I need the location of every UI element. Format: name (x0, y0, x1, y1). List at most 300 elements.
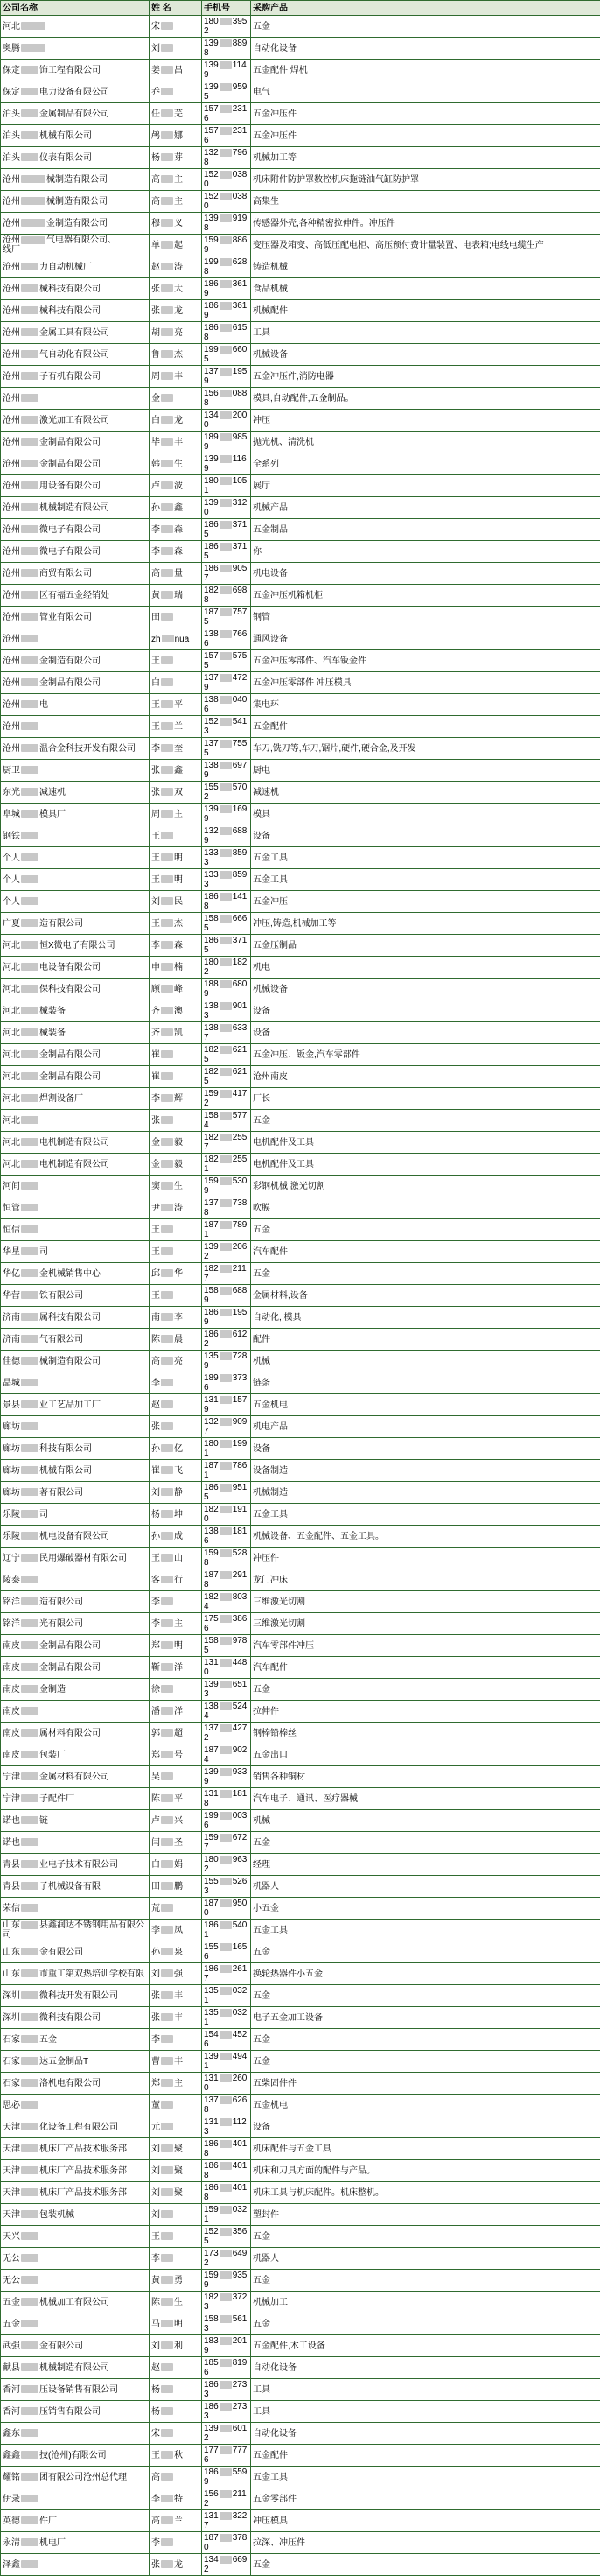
cell-phone[interactable]: 132 6889 (202, 825, 251, 847)
table-row[interactable] (1, 804, 600, 825)
cell-product[interactable]: 五金配件,木工设备 (251, 2335, 600, 2357)
table-row[interactable] (1, 2007, 600, 2029)
cell-name[interactable]: 孙 泉 (150, 1941, 202, 1963)
cell-product[interactable]: 设备 (251, 1022, 600, 1044)
table-row[interactable] (1, 1744, 600, 1766)
cell-phone[interactable]: 157 5755 (202, 650, 251, 672)
table-row[interactable] (1, 1329, 600, 1351)
cell-phone[interactable]: 186 2617 (202, 1963, 251, 1985)
cell-product[interactable]: 机床和刀具方面的配件与产品。 (251, 2160, 600, 2182)
cell-phone[interactable]: 155 5702 (202, 782, 251, 804)
table-row[interactable] (1, 607, 600, 628)
table-row[interactable] (1, 2357, 600, 2379)
cell-product[interactable]: 金属材料,设备 (251, 1285, 600, 1307)
cell-company[interactable]: 沧州 金制品有限公司 (1, 432, 150, 453)
cell-phone[interactable]: 187 9024 (202, 1744, 251, 1766)
cell-name[interactable]: 周 主 (150, 804, 202, 825)
cell-phone[interactable]: 180 9632 (202, 1854, 251, 1876)
table-row[interactable] (1, 344, 600, 366)
cell-phone[interactable]: 139 4941 (202, 2051, 251, 2073)
cell-name[interactable]: 吴 (150, 1766, 202, 1788)
cell-phone[interactable]: 131 4480 (202, 1657, 251, 1679)
cell-phone[interactable]: 186 4018 (202, 2138, 251, 2160)
cell-product[interactable]: 冲压件 (251, 1548, 600, 1569)
table-row[interactable] (1, 1898, 600, 1920)
cell-product[interactable]: 电子五金加工设备 (251, 2007, 600, 2029)
cell-company[interactable]: 沧州 区有福五金经销处 (1, 585, 150, 607)
cell-name[interactable]: 白 娟 (150, 1854, 202, 1876)
cell-phone[interactable]: 138 6337 (202, 1022, 251, 1044)
table-row[interactable] (1, 1110, 600, 1132)
cell-product[interactable]: 机械 (251, 1351, 600, 1372)
table-row[interactable] (1, 2051, 600, 2073)
cell-phone[interactable]: 186 2733 (202, 2401, 251, 2423)
cell-name[interactable]: 南 李 (150, 1307, 202, 1329)
cell-name[interactable]: 赵 (150, 2357, 202, 2379)
cell-name[interactable]: 王 (150, 825, 202, 847)
cell-name[interactable]: 卢 波 (150, 475, 202, 497)
table-row[interactable] (1, 1066, 600, 1088)
cell-name[interactable]: 陈 生 (150, 2292, 202, 2313)
table-row[interactable] (1, 1679, 600, 1701)
table-row[interactable] (1, 1416, 600, 1438)
table-row[interactable] (1, 650, 600, 672)
cell-phone[interactable]: 137 7555 (202, 738, 251, 760)
cell-name[interactable]: 刘 民 (150, 891, 202, 913)
cell-name[interactable]: 赵 涛 (150, 256, 202, 278)
cell-product[interactable]: 抛光机、清洗机 (251, 432, 600, 453)
cell-name[interactable]: 郭 超 (150, 1723, 202, 1744)
cell-phone[interactable]: 180 1822 (202, 957, 251, 979)
cell-phone[interactable]: 134 6692 (202, 2554, 251, 2576)
cell-company[interactable]: 华营 铁有限公司 (1, 1285, 150, 1307)
cell-phone[interactable]: 155 5263 (202, 1876, 251, 1898)
cell-company[interactable]: 厨卫 (1, 760, 150, 782)
cell-phone[interactable]: 138 1816 (202, 1526, 251, 1548)
table-row[interactable] (1, 1176, 600, 1197)
cell-name[interactable]: 王 杰 (150, 913, 202, 935)
cell-company[interactable]: 乐陵 机电设备有限公司 (1, 1526, 150, 1548)
table-row[interactable] (1, 519, 600, 541)
table-row[interactable] (1, 410, 600, 432)
cell-product[interactable]: 五金机电 (251, 2095, 600, 2116)
table-row[interactable] (1, 1088, 600, 1110)
cell-phone[interactable]: 138 6979 (202, 760, 251, 782)
cell-company[interactable]: 南皮 金制品有限公司 (1, 1657, 150, 1679)
cell-company[interactable]: 耀铭 团有限公司沧州总代理 (1, 2467, 150, 2488)
table-row[interactable] (1, 1044, 600, 1066)
cell-product[interactable]: 换轮热器件小五金 (251, 1963, 600, 1985)
cell-product[interactable]: 五金 (251, 2029, 600, 2051)
table-row[interactable] (1, 1701, 600, 1723)
cell-product[interactable]: 机电 (251, 957, 600, 979)
cell-name[interactable]: 杨 坤 (150, 1504, 202, 1526)
cell-company[interactable]: 南皮 (1, 1701, 150, 1723)
cell-phone[interactable]: 186 5401 (202, 1920, 251, 1941)
cell-product[interactable]: 五金冲压件 (251, 125, 600, 147)
cell-product[interactable]: 设备 (251, 1000, 600, 1022)
cell-name[interactable]: 顾 峰 (150, 979, 202, 1000)
cell-name[interactable]: 王 平 (150, 694, 202, 716)
cell-phone[interactable]: 180 3952 (202, 16, 251, 38)
cell-name[interactable]: 邱 华 (150, 1263, 202, 1285)
cell-name[interactable]: 李 辉 (150, 1088, 202, 1110)
table-row[interactable] (1, 1197, 600, 1219)
cell-name[interactable]: 白 龙 (150, 410, 202, 432)
cell-phone[interactable]: 152 0380 (202, 191, 251, 213)
cell-phone[interactable]: 132 9097 (202, 1416, 251, 1438)
cell-name[interactable]: 鸬 娜 (150, 125, 202, 147)
cell-company[interactable]: 铭洋 造有限公司 (1, 1591, 150, 1613)
cell-phone[interactable]: 182 2557 (202, 1132, 251, 1154)
table-row[interactable] (1, 716, 600, 738)
cell-phone[interactable]: 156 2112 (202, 2488, 251, 2510)
table-row[interactable] (1, 235, 600, 256)
table-row[interactable] (1, 979, 600, 1000)
cell-name[interactable]: 孙 亿 (150, 1438, 202, 1460)
cell-name[interactable]: 李 森 (150, 541, 202, 563)
cell-product[interactable]: 食品机械 (251, 278, 600, 300)
table-row[interactable] (1, 1657, 600, 1679)
cell-phone[interactable]: 185 8196 (202, 2357, 251, 2379)
cell-name[interactable]: 李 (150, 2532, 202, 2554)
table-row[interactable] (1, 935, 600, 957)
table-row[interactable] (1, 2270, 600, 2292)
cell-name[interactable]: 徐 (150, 1679, 202, 1701)
cell-product[interactable]: 五金配件 (251, 716, 600, 738)
cell-company[interactable]: 山东 市重工第双热培训学校有限 (1, 1963, 150, 1985)
cell-product[interactable]: 传感器外壳,各种精密拉伸件。冲压件 (251, 213, 600, 235)
cell-phone[interactable]: 131 1579 (202, 1394, 251, 1416)
cell-product[interactable]: 五金 (251, 1985, 600, 2007)
table-row[interactable] (1, 2532, 600, 2554)
table-row[interactable] (1, 2379, 600, 2401)
cell-phone[interactable]: 186 3715 (202, 519, 251, 541)
cell-phone[interactable]: 137 6268 (202, 2095, 251, 2116)
table-row[interactable] (1, 2095, 600, 2116)
cell-name[interactable]: 刘 (150, 38, 202, 60)
cell-company[interactable]: 沧州 管业有限公司 (1, 607, 150, 628)
cell-product[interactable]: 机械设备、五金配件、五金工具。 (251, 1526, 600, 1548)
cell-name[interactable]: 董 (150, 2095, 202, 2116)
cell-product[interactable]: 机械制造 (251, 1482, 600, 1504)
cell-product[interactable]: 工具 (251, 2401, 600, 2423)
cell-company[interactable]: 鑫东 (1, 2423, 150, 2445)
cell-phone[interactable]: 186 2733 (202, 2379, 251, 2401)
cell-company[interactable]: 河北 恒X微电子有限公司 (1, 935, 150, 957)
cell-company[interactable]: 沧州 温合金科技开发有限公司 (1, 738, 150, 760)
cell-product[interactable]: 冲压,铸造,机械加工等 (251, 913, 600, 935)
cell-phone[interactable]: 186 9057 (202, 563, 251, 585)
cell-phone[interactable]: 182 8034 (202, 1591, 251, 1613)
cell-phone[interactable]: 177 7776 (202, 2445, 251, 2467)
table-row[interactable] (1, 1963, 600, 1985)
cell-name[interactable]: 郑 主 (150, 2073, 202, 2095)
cell-product[interactable]: 五金工具 (251, 1920, 600, 1941)
cell-name[interactable]: 王 明 (150, 869, 202, 891)
cell-company[interactable]: 河北 (1, 16, 150, 38)
cell-company[interactable]: 深圳 微科技有限公司 (1, 2007, 150, 2029)
cell-phone[interactable]: 158 6889 (202, 1285, 251, 1307)
cell-name[interactable]: 李 凤 (150, 1920, 202, 1941)
cell-product[interactable]: 电机配件及工具 (251, 1132, 600, 1154)
cell-product[interactable]: 设备 (251, 2116, 600, 2138)
table-row[interactable] (1, 497, 600, 519)
cell-product[interactable]: 你 (251, 541, 600, 563)
cell-company[interactable]: 廊坊 机械有限公司 (1, 1460, 150, 1482)
table-row[interactable] (1, 1766, 600, 1788)
cell-product[interactable]: 设备 (251, 825, 600, 847)
cell-company[interactable]: 香河 压设备销售有限公司 (1, 2379, 150, 2401)
cell-company[interactable]: 石家 洛机电有限公司 (1, 2073, 150, 2095)
table-row[interactable] (1, 60, 600, 81)
cell-product[interactable]: 自动化, 模具 (251, 1307, 600, 1329)
cell-phone[interactable]: 186 3715 (202, 541, 251, 563)
cell-phone[interactable]: 133 8593 (202, 869, 251, 891)
cell-name[interactable]: 闫 圣 (150, 1832, 202, 1854)
cell-phone[interactable]: 186 5599 (202, 2467, 251, 2488)
cell-phone[interactable]: 183 2019 (202, 2335, 251, 2357)
cell-product[interactable]: 汽车配件 (251, 1657, 600, 1679)
cell-phone[interactable]: 188 6809 (202, 979, 251, 1000)
table-row[interactable] (1, 1526, 600, 1548)
cell-product[interactable]: 电气 (251, 81, 600, 103)
cell-phone[interactable]: 139 9198 (202, 213, 251, 235)
table-row[interactable] (1, 1372, 600, 1394)
table-row[interactable] (1, 2226, 600, 2248)
cell-product[interactable]: 通风设备 (251, 628, 600, 650)
cell-name[interactable]: 任 芜 (150, 103, 202, 125)
cell-product[interactable]: 模具,自动配件,五金制品。 (251, 388, 600, 410)
cell-product[interactable]: 机器人 (251, 2248, 600, 2270)
cell-product[interactable]: 五金冲压、钣金,汽车零部件 (251, 1044, 600, 1066)
table-row[interactable] (1, 1351, 600, 1372)
cell-product[interactable]: 三维激光切割 (251, 1591, 600, 1613)
cell-name[interactable]: 崔 (150, 1066, 202, 1088)
cell-product[interactable]: 拉伸件 (251, 1701, 600, 1723)
cell-phone[interactable]: 158 5613 (202, 2313, 251, 2335)
table-row[interactable] (1, 1241, 600, 1263)
cell-company[interactable]: 廊坊 (1, 1416, 150, 1438)
table-row[interactable] (1, 541, 600, 563)
table-row[interactable] (1, 1920, 600, 1941)
table-row[interactable] (1, 147, 600, 169)
cell-product[interactable]: 自动化设备 (251, 38, 600, 60)
cell-phone[interactable]: 157 2316 (202, 103, 251, 125)
cell-product[interactable]: 五金 (251, 1263, 600, 1285)
table-row[interactable] (1, 1394, 600, 1416)
table-row[interactable] (1, 2073, 600, 2095)
cell-company[interactable]: 沧州 激光加工有限公司 (1, 410, 150, 432)
cell-phone[interactable]: 182 6215 (202, 1044, 251, 1066)
cell-phone[interactable]: 180 1051 (202, 475, 251, 497)
cell-company[interactable]: 河北 焊割设备厂 (1, 1088, 150, 1110)
cell-phone[interactable]: 139 1699 (202, 804, 251, 825)
cell-company[interactable]: 阜城 模具厂 (1, 804, 150, 825)
cell-phone[interactable]: 182 1910 (202, 1504, 251, 1526)
cell-product[interactable]: 钢管 (251, 607, 600, 628)
table-row[interactable] (1, 191, 600, 213)
cell-product[interactable]: 塑封件 (251, 2204, 600, 2226)
cell-product[interactable]: 小五金 (251, 1898, 600, 1920)
cell-name[interactable]: 穆 义 (150, 213, 202, 235)
cell-name[interactable]: 宋 (150, 16, 202, 38)
cell-product[interactable]: 机械设备 (251, 344, 600, 366)
cell-product[interactable]: 吹膜 (251, 1197, 600, 1219)
cell-company[interactable]: 青县 子机械设备有限 (1, 1876, 150, 1898)
table-row[interactable] (1, 2467, 600, 2488)
cell-product[interactable]: 龙门冲床 (251, 1569, 600, 1591)
cell-company[interactable]: 诺也 (1, 1832, 150, 1854)
cell-company[interactable]: 沧州 (1, 388, 150, 410)
table-row[interactable] (1, 2510, 600, 2532)
cell-phone[interactable]: 134 2000 (202, 410, 251, 432)
cell-phone[interactable]: 138 5244 (202, 1701, 251, 1723)
table-row[interactable] (1, 825, 600, 847)
cell-company[interactable]: 辽宁 民用爆破器材有限公司 (1, 1548, 150, 1569)
cell-phone[interactable]: 132 7968 (202, 147, 251, 169)
cell-company[interactable]: 沧州 金制造有限公司 (1, 650, 150, 672)
cell-phone[interactable]: 152 0380 (202, 169, 251, 191)
cell-product[interactable]: 设备制造 (251, 1460, 600, 1482)
cell-company[interactable]: 河北 (1, 1110, 150, 1132)
table-row[interactable] (1, 2029, 600, 2051)
cell-name[interactable]: 李 (150, 1372, 202, 1394)
cell-name[interactable]: 高 量 (150, 563, 202, 585)
cell-product[interactable]: 五金 (251, 2554, 600, 2576)
table-row[interactable] (1, 1307, 600, 1329)
cell-company[interactable]: 保定 饰工程有限公司 (1, 60, 150, 81)
cell-company[interactable]: 东光 减速机 (1, 782, 150, 804)
cell-product[interactable]: 五金出口 (251, 1744, 600, 1766)
cell-name[interactable]: 齐 凯 (150, 1022, 202, 1044)
cell-product[interactable]: 机械设备 (251, 979, 600, 1000)
cell-product[interactable]: 五金冲压零部件、汽车钣金件 (251, 650, 600, 672)
table-row[interactable] (1, 1569, 600, 1591)
table-row[interactable] (1, 1723, 600, 1744)
cell-name[interactable]: 卢 兴 (150, 1810, 202, 1832)
cell-name[interactable]: 金 毅 (150, 1132, 202, 1154)
cell-company[interactable]: 天津 机床厂产品技术服务部 (1, 2182, 150, 2204)
cell-phone[interactable]: 186 3715 (202, 935, 251, 957)
cell-company[interactable]: 沧州 金制品有限公司 (1, 453, 150, 475)
cell-name[interactable]: 潘 洋 (150, 1701, 202, 1723)
cell-name[interactable]: 乔 (150, 81, 202, 103)
cell-name[interactable]: 刘 静 (150, 1482, 202, 1504)
cell-product[interactable]: 机械加工 (251, 2292, 600, 2313)
cell-company[interactable]: 荣信 (1, 1898, 150, 1920)
cell-company[interactable]: 南皮 金制造 (1, 1679, 150, 1701)
cell-product[interactable]: 铸造机械 (251, 256, 600, 278)
cell-name[interactable]: 李 特 (150, 2488, 202, 2510)
column-header-phone[interactable]: 手机号 (202, 1, 251, 16)
table-row[interactable] (1, 957, 600, 979)
cell-name[interactable]: 郑 明 (150, 1635, 202, 1657)
cell-company[interactable]: 晶城 (1, 1372, 150, 1394)
cell-name[interactable]: 白 (150, 672, 202, 694)
table-row[interactable] (1, 2401, 600, 2423)
table-row[interactable] (1, 2423, 600, 2445)
cell-company[interactable]: 河北 电机制造有限公司 (1, 1154, 150, 1176)
cell-product[interactable]: 机械配件 (251, 300, 600, 322)
table-row[interactable] (1, 1788, 600, 1810)
cell-product[interactable]: 经理 (251, 1854, 600, 1876)
cell-product[interactable]: 五金 (251, 1679, 600, 1701)
cell-company[interactable]: 沧州 金制造有限公司 (1, 213, 150, 235)
cell-product[interactable]: 工具 (251, 2379, 600, 2401)
cell-phone[interactable]: 157 2316 (202, 125, 251, 147)
cell-company[interactable]: 无公 (1, 2248, 150, 2270)
cell-company[interactable]: 沧州 金属工具有限公司 (1, 322, 150, 344)
table-row[interactable] (1, 388, 600, 410)
cell-phone[interactable]: 139 3120 (202, 497, 251, 519)
cell-phone[interactable]: 159 9359 (202, 2270, 251, 2292)
table-row[interactable] (1, 103, 600, 125)
cell-phone[interactable]: 154 4526 (202, 2029, 251, 2051)
cell-company[interactable]: 佳德 械制造有限公司 (1, 1351, 150, 1372)
cell-company[interactable]: 济南 属科技有限公司 (1, 1307, 150, 1329)
table-row[interactable] (1, 2313, 600, 2335)
cell-name[interactable]: 申 楠 (150, 957, 202, 979)
cell-company[interactable]: 沧州 机械制造有限公司 (1, 497, 150, 519)
cell-phone[interactable]: 155 1656 (202, 1941, 251, 1963)
cell-company[interactable]: 沧州 气自动化有限公司 (1, 344, 150, 366)
cell-phone[interactable]: 186 6122 (202, 1329, 251, 1351)
table-row[interactable] (1, 1285, 600, 1307)
cell-name[interactable]: 李 (150, 1591, 202, 1613)
cell-company[interactable]: 广夏 造有限公司 (1, 913, 150, 935)
cell-name[interactable]: 高 主 (150, 191, 202, 213)
table-row[interactable] (1, 475, 600, 497)
cell-product[interactable]: 五金 (251, 1941, 600, 1963)
column-header-product[interactable]: 采购产品 (251, 1, 600, 16)
cell-phone[interactable]: 131 1123 (202, 2116, 251, 2138)
cell-name[interactable]: 高 兰 (150, 2510, 202, 2532)
column-header-company[interactable]: 公司名称 (1, 1, 150, 16)
cell-company[interactable]: 钢铁 (1, 825, 150, 847)
cell-name[interactable]: 杨 (150, 2379, 202, 2401)
cell-phone[interactable]: 137 1959 (202, 366, 251, 388)
cell-name[interactable]: 尹 涛 (150, 1197, 202, 1219)
cell-phone[interactable]: 199 6605 (202, 344, 251, 366)
cell-phone[interactable]: 187 3780 (202, 2532, 251, 2554)
cell-name[interactable]: 张 (150, 1416, 202, 1438)
cell-company[interactable]: 河北 保科技有限公司 (1, 979, 150, 1000)
table-row[interactable] (1, 1438, 600, 1460)
cell-product[interactable]: 冲压 (251, 410, 600, 432)
cell-product[interactable]: 链条 (251, 1372, 600, 1394)
cell-product[interactable]: 拉深、冲压件 (251, 2532, 600, 2554)
cell-product[interactable]: 机械产品 (251, 497, 600, 519)
cell-name[interactable]: 李 (150, 2248, 202, 2270)
cell-company[interactable]: 保定 电力设备有限公司 (1, 81, 150, 103)
cell-phone[interactable]: 186 1418 (202, 891, 251, 913)
cell-product[interactable]: 五金工具 (251, 1504, 600, 1526)
cell-name[interactable]: 杨 (150, 2401, 202, 2423)
cell-name[interactable]: 姜 昌 (150, 60, 202, 81)
cell-company[interactable]: 恒信 (1, 1219, 150, 1241)
cell-name[interactable]: 王 (150, 2226, 202, 2248)
cell-phone[interactable]: 137 4272 (202, 1723, 251, 1744)
cell-product[interactable]: 冲压模具 (251, 2510, 600, 2532)
cell-name[interactable]: 周 丰 (150, 366, 202, 388)
cell-product[interactable]: 工具 (251, 322, 600, 344)
cell-product[interactable]: 五金 (251, 1832, 600, 1854)
cell-product[interactable]: 集电环 (251, 694, 600, 716)
cell-phone[interactable]: 138 0406 (202, 694, 251, 716)
cell-name[interactable]: 宋 (150, 2423, 202, 2445)
cell-name[interactable]: 张 鑫 (150, 760, 202, 782)
